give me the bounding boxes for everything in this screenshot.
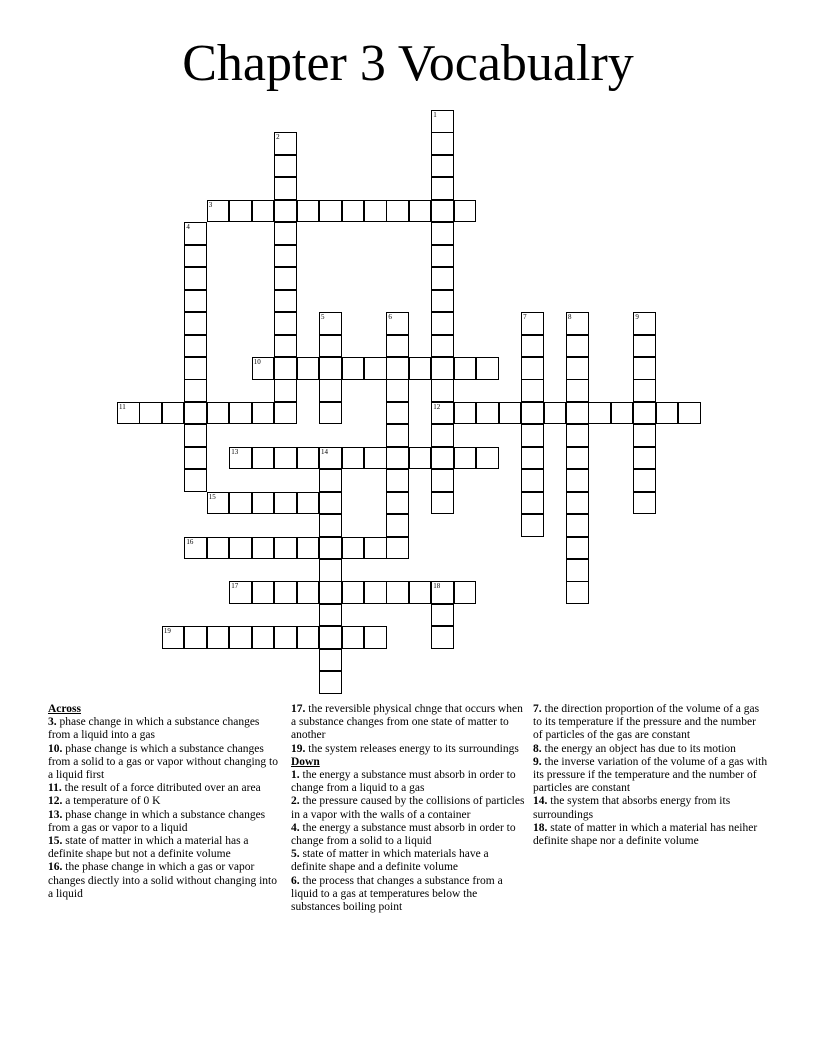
grid-cell[interactable] [633, 492, 656, 515]
grid-cell[interactable] [431, 312, 454, 335]
grid-cell[interactable] [274, 626, 297, 649]
grid-cell[interactable] [386, 514, 409, 537]
grid-cell[interactable] [566, 514, 589, 537]
grid-cell[interactable] [431, 447, 454, 470]
clue-down-6: 6. the process that changes a substance from a liquid to a gas at temperatures below the substances boiling point [291, 874, 503, 914]
clue-number: 6 [388, 313, 392, 322]
grid-cell[interactable] [566, 559, 589, 582]
grid-cell[interactable] [476, 357, 499, 380]
grid-cell[interactable] [319, 537, 342, 560]
grid-cell[interactable] [274, 245, 297, 268]
grid-cell[interactable] [184, 357, 207, 380]
clue-number: 2 [276, 133, 280, 142]
grid-cell[interactable] [633, 447, 656, 470]
grid-cell[interactable] [297, 537, 320, 560]
grid-cell[interactable] [431, 604, 454, 627]
clue-number: 4 [186, 223, 190, 232]
grid-cell[interactable] [566, 469, 589, 492]
grid-cell[interactable] [431, 581, 454, 604]
grid-cell[interactable] [431, 177, 454, 200]
grid-cell[interactable] [386, 581, 409, 604]
clue-number: 11 [119, 402, 126, 411]
clue-number: 17 [231, 582, 239, 591]
grid-cell[interactable] [274, 155, 297, 178]
grid-cell[interactable] [521, 514, 544, 537]
grid-cell[interactable] [319, 357, 342, 380]
grid-cell[interactable] [454, 447, 477, 470]
grid-cell[interactable] [229, 447, 252, 470]
grid-cell[interactable] [431, 492, 454, 515]
grid-cell[interactable] [319, 559, 342, 582]
grid-cell[interactable] [319, 447, 342, 470]
grid-cell[interactable] [521, 402, 544, 425]
clue-across-12: 12. a temperature of 0 K [48, 795, 161, 808]
grid-cell[interactable] [431, 245, 454, 268]
grid-cell[interactable] [409, 357, 432, 380]
grid-cell[interactable] [274, 312, 297, 335]
grid-cell[interactable] [274, 177, 297, 200]
grid-cell[interactable] [319, 312, 342, 335]
grid-cell[interactable] [319, 402, 342, 425]
grid-cell[interactable] [342, 537, 365, 560]
grid-cell[interactable] [252, 626, 275, 649]
clue-number: 5 [321, 313, 325, 322]
clue-down-4: 4. the energy a substance must absorb in order to change from a solid to a liquid [291, 821, 516, 848]
grid-cell[interactable] [566, 335, 589, 358]
grid-cell[interactable] [274, 335, 297, 358]
grid-cell[interactable] [386, 335, 409, 358]
grid-cell[interactable] [431, 626, 454, 649]
grid-cell[interactable] [656, 402, 679, 425]
grid-cell[interactable] [409, 447, 432, 470]
grid-cell[interactable] [678, 402, 701, 425]
grid-cell[interactable] [544, 402, 567, 425]
grid-cell[interactable] [342, 357, 365, 380]
grid-cell[interactable] [297, 447, 320, 470]
clue-down-14: 14. the system that absorbs energy from its surroundings [533, 795, 731, 821]
grid-cell[interactable] [521, 492, 544, 515]
grid-cell[interactable] [364, 200, 387, 223]
clue-down-18: 18. state of matter in which a material has neiher definite shape nor a definite volume [533, 821, 758, 848]
grid-cell[interactable] [162, 626, 185, 649]
grid-cell[interactable] [454, 581, 477, 604]
grid-cell[interactable] [611, 402, 634, 425]
clue-number: 9 [635, 313, 639, 322]
grid-cell[interactable] [207, 492, 230, 515]
grid-cell[interactable] [431, 110, 454, 133]
grid-cell[interactable] [274, 581, 297, 604]
grid-cell[interactable] [431, 290, 454, 313]
grid-cell[interactable] [364, 537, 387, 560]
grid-cell[interactable] [633, 402, 656, 425]
grid-cell[interactable] [521, 357, 544, 380]
grid-cell[interactable] [431, 267, 454, 290]
grid-cell[interactable] [274, 492, 297, 515]
grid-cell[interactable] [297, 492, 320, 515]
grid-cell[interactable] [184, 626, 207, 649]
grid-cell[interactable] [566, 492, 589, 515]
clues-column-1 [48, 703, 283, 901]
grid-cell[interactable] [207, 626, 230, 649]
grid-cell[interactable] [566, 312, 589, 335]
grid-cell[interactable] [364, 447, 387, 470]
clue-number: 12 [433, 402, 441, 411]
grid-cell[interactable] [184, 537, 207, 560]
clue-down-2: 2. the pressure caused by the collisions of particles in a vapor with the walls of a container [291, 795, 525, 821]
grid-cell[interactable] [252, 447, 275, 470]
across-heading: Across [48, 703, 82, 715]
grid-cell[interactable] [566, 402, 589, 425]
grid-cell[interactable] [431, 132, 454, 155]
grid-cell[interactable] [521, 335, 544, 358]
grid-cell[interactable] [207, 402, 230, 425]
grid-cell[interactable] [386, 312, 409, 335]
clue-down-8: 8. the energy an object has due to its motion [533, 742, 736, 755]
clue-across-15: 15. state of matter in which a material has a definite shape but not a definite volume [48, 835, 249, 861]
grid-cell[interactable] [566, 447, 589, 470]
clue-down-1: 1. the energy a substance must absorb in order to change from a liquid to a gas [291, 769, 516, 795]
grid-cell[interactable] [386, 469, 409, 492]
grid-cell[interactable] [409, 581, 432, 604]
grid-cell[interactable] [566, 537, 589, 560]
grid-cell[interactable] [184, 402, 207, 425]
clue-number: 10 [253, 357, 261, 366]
grid-cell[interactable] [431, 424, 454, 447]
grid-cell[interactable] [229, 200, 252, 223]
grid-cell[interactable] [229, 626, 252, 649]
grid-cell[interactable] [386, 200, 409, 223]
grid-cell[interactable] [521, 379, 544, 402]
grid-cell[interactable] [431, 200, 454, 223]
clue-across-10: 10. phase change is which a substance changes from a solid to a gas or vapor without changing to a liquid first [48, 742, 278, 782]
clue-across-13: 13. phase change in which a substance changes from a gas or vapor to a liquid [48, 808, 266, 834]
clues-column-3 [533, 703, 768, 848]
grid-cell[interactable] [229, 581, 252, 604]
grid-cell[interactable] [184, 245, 207, 268]
grid-cell[interactable] [274, 357, 297, 380]
grid-cell[interactable] [274, 132, 297, 155]
grid-cell[interactable] [229, 537, 252, 560]
grid-cell[interactable] [184, 267, 207, 290]
grid-cell[interactable] [162, 402, 185, 425]
grid-cell[interactable] [274, 200, 297, 223]
grid-cell[interactable] [566, 379, 589, 402]
grid-cell[interactable] [633, 312, 656, 335]
grid-cell[interactable] [431, 379, 454, 402]
grid-cell[interactable] [319, 581, 342, 604]
grid-cell[interactable] [184, 447, 207, 470]
grid-cell[interactable] [364, 581, 387, 604]
grid-cell[interactable] [229, 492, 252, 515]
grid-cell[interactable] [184, 222, 207, 245]
grid-cell[interactable] [386, 537, 409, 560]
grid-cell[interactable] [184, 290, 207, 313]
clue-down-9: 9. the inverse variation of the volume of a gas with its pressure if the temperature and the number of particles are constant [533, 755, 768, 795]
clue-across-17: 17. the reversible physical chnge that occurs when a substance changes from one state of matter to another [291, 703, 523, 742]
grid-cell[interactable] [588, 402, 611, 425]
grid-cell[interactable] [274, 379, 297, 402]
grid-cell[interactable] [431, 335, 454, 358]
grid-cell[interactable] [319, 671, 342, 694]
grid-cell[interactable] [252, 581, 275, 604]
grid-cell[interactable] [431, 222, 454, 245]
grid-cell[interactable] [252, 492, 275, 515]
grid-cell[interactable] [274, 290, 297, 313]
grid-cell[interactable] [274, 267, 297, 290]
grid-cell[interactable] [184, 469, 207, 492]
grid-cell[interactable] [184, 312, 207, 335]
grid-cell[interactable] [319, 604, 342, 627]
grid-cell[interactable] [386, 357, 409, 380]
grid-cell[interactable] [386, 447, 409, 470]
grid-cell[interactable] [431, 155, 454, 178]
grid-cell[interactable] [319, 626, 342, 649]
grid-cell[interactable] [274, 447, 297, 470]
grid-cell[interactable] [229, 402, 252, 425]
grid-cell[interactable] [566, 357, 589, 380]
down-heading: Down [291, 755, 320, 768]
grid-cell[interactable] [319, 514, 342, 537]
grid-cell[interactable] [431, 469, 454, 492]
grid-cell[interactable] [633, 424, 656, 447]
grid-cell[interactable] [207, 537, 230, 560]
grid-cell[interactable] [386, 424, 409, 447]
clue-across-16: 16. the phase change in which a gas or vapor changes diectly into a solid without changing into a liquid [48, 861, 278, 900]
grid-cell[interactable] [364, 357, 387, 380]
grid-cell[interactable] [454, 402, 477, 425]
clue-down-5: 5. state of matter in which materials have a definite shape and a definite volume [291, 848, 489, 874]
grid-cell[interactable] [342, 581, 365, 604]
grid-cell[interactable] [454, 200, 477, 223]
clue-number: 7 [523, 313, 527, 322]
clue-down-7: 7. the direction proportion of the volume of a gas to its temperature if the pressure and the number of particles of the gas are constant [533, 703, 760, 742]
grid-cell[interactable] [521, 447, 544, 470]
grid-cell[interactable] [476, 402, 499, 425]
grid-cell[interactable] [297, 626, 320, 649]
grid-cell[interactable] [386, 402, 409, 425]
clue-number: 15 [208, 492, 216, 501]
grid-cell[interactable] [274, 222, 297, 245]
grid-cell[interactable] [566, 424, 589, 447]
clue-number: 1 [433, 111, 437, 119]
grid-cell[interactable] [319, 469, 342, 492]
clue-number: 13 [231, 447, 239, 456]
grid-cell[interactable] [633, 335, 656, 358]
grid-cell[interactable] [431, 357, 454, 380]
grid-cell[interactable] [633, 357, 656, 380]
grid-cell[interactable] [184, 424, 207, 447]
grid-cell[interactable] [297, 357, 320, 380]
grid-cell[interactable] [297, 581, 320, 604]
grid-cell[interactable] [319, 492, 342, 515]
grid-cell[interactable] [633, 379, 656, 402]
grid-cell[interactable] [454, 357, 477, 380]
clue-number: 8 [568, 313, 572, 322]
grid-cell[interactable] [499, 402, 522, 425]
grid-cell[interactable] [184, 379, 207, 402]
clue-number: 18 [433, 582, 441, 591]
grid-cell[interactable] [252, 402, 275, 425]
grid-cell[interactable] [566, 581, 589, 604]
clues-column-2 [291, 703, 526, 914]
grid-cell[interactable] [521, 424, 544, 447]
grid-cell[interactable] [476, 447, 499, 470]
grid-cell[interactable] [274, 402, 297, 425]
grid-cell[interactable] [386, 492, 409, 515]
grid-cell[interactable] [319, 649, 342, 672]
grid-cell[interactable] [207, 200, 230, 223]
grid-cell[interactable] [274, 537, 297, 560]
grid-cell[interactable] [364, 626, 387, 649]
clue-across-3: 3. phase change in which a substance changes from a liquid into a gas [48, 716, 260, 742]
clue-number: 16 [186, 537, 194, 546]
grid-cell[interactable] [431, 402, 454, 425]
clue-across-19: 19. the system releases energy to its surroundings [291, 742, 519, 755]
grid-cell[interactable] [117, 402, 140, 425]
grid-cell[interactable] [319, 335, 342, 358]
clue-number: 3 [208, 200, 213, 209]
clue-number: 14 [321, 447, 329, 456]
grid-cell[interactable] [386, 379, 409, 402]
grid-cell[interactable] [319, 200, 342, 223]
grid-cell[interactable] [252, 357, 275, 380]
grid-cell[interactable] [184, 335, 207, 358]
grid-cell[interactable] [633, 469, 656, 492]
grid-cell[interactable] [252, 537, 275, 560]
grid-cell[interactable] [409, 200, 432, 223]
grid-cell[interactable] [252, 200, 275, 223]
page-title: Chapter 3 Vocabualry [182, 35, 634, 92]
grid-cell[interactable] [521, 469, 544, 492]
grid-cell[interactable] [342, 200, 365, 223]
grid-cell[interactable] [521, 312, 544, 335]
grid-cell[interactable] [342, 447, 365, 470]
grid-cell[interactable] [319, 379, 342, 402]
clue-number: 19 [163, 627, 171, 636]
grid-cell[interactable] [342, 626, 365, 649]
grid-cell[interactable] [297, 200, 320, 223]
grid-cell[interactable] [139, 402, 162, 425]
clue-across-11: 11. the result of a force ditributed over an area [48, 782, 261, 795]
